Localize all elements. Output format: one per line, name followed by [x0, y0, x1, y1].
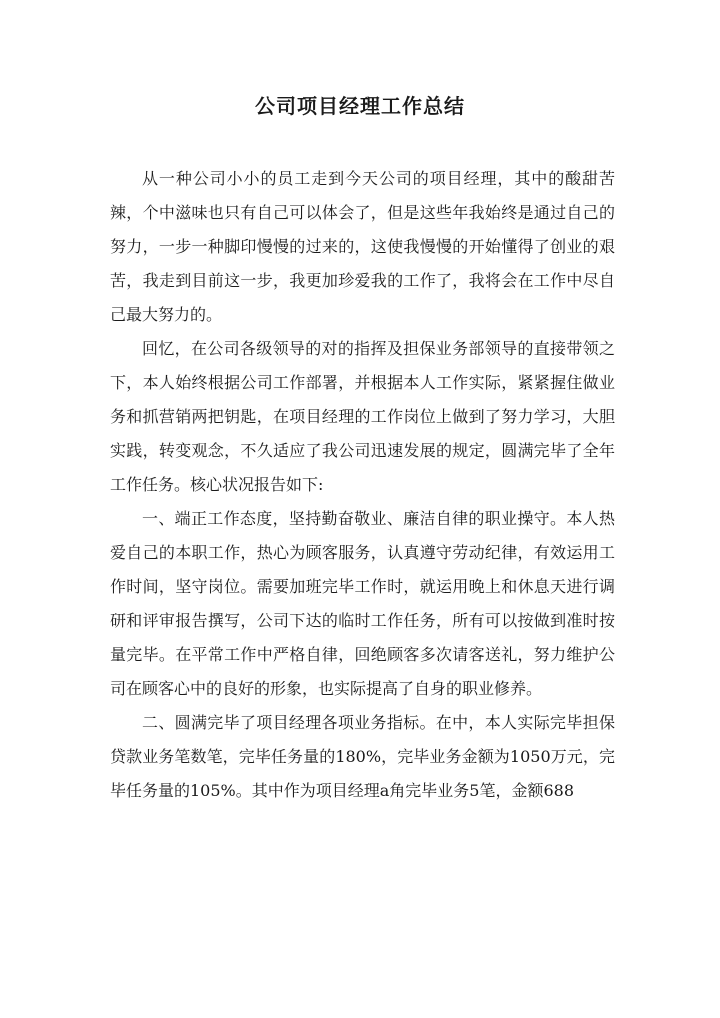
paragraph: 二、圆满完毕了项目经理各项业务指标。在中，本人实际完毕担保贷款业务笔数笔，完毕任务量的180%，完毕业务金额为1050万元，完毕任务量的105%。其中作为项目经理a角完毕业务5笔，金额688 — [110, 713, 615, 800]
document-title: 公司项目经理工作总结 — [255, 94, 465, 118]
paragraph: 回忆，在公司各级领导的对的指挥及担保业务部领导的直接带领之下，本人始终根据公司工作部署，并根据本人工作实际，紧紧握住做业务和抓营销两把钥匙，在项目经理的工作岗位上做到了努力学习，大胆实践，转变观念，不久适应了我公司迅速发展的规定，圆满完毕了全年工作任务。核心状况报告如下: — [110, 339, 615, 494]
paragraph: 一、端正工作态度，坚持勤奋敬业、廉洁自律的职业操守。本人热爱自己的本职工作，热心为顾客服务，认真遵守劳动纪律，有效运用工作时间，坚守岗位。需要加班完毕工作时，就运用晚上和休息天进行调研和评审报告撰写，公司下达的临时工作任务，所有可以按做到准时按量完毕。在平常工作中严格自律，回绝顾客多次请客送礼，努力维护公司在顾客心中的良好的形象，也实际提高了自身的职业修养。 — [110, 509, 615, 698]
document-body — [110, 162, 615, 808]
paragraph: 从一种公司小小的员工走到今天公司的项目经理，其中的酸甜苦辣，个中滋味也只有自己可以体会了，但是这些年我始终是通过自己的努力，一步一种脚印慢慢的过来的，这使我慢慢的开始懂得了创业的艰苦，我走到目前这一步，我更加珍爱我的工作了，我将会在工作中尽自己最大努力的。 — [110, 169, 615, 324]
